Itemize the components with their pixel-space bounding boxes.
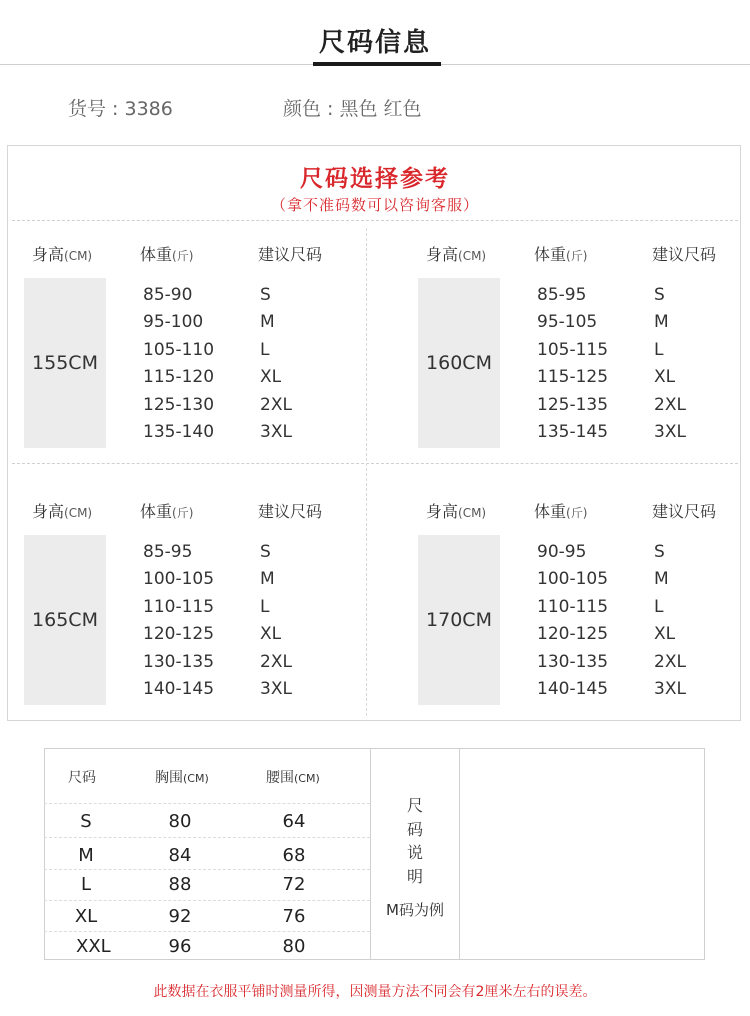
title-underline — [313, 62, 441, 66]
size-guide-title: 尺码选择参考 — [300, 166, 450, 192]
divider — [459, 748, 460, 960]
table-cell: XL — [74, 906, 98, 927]
size-guide-subtitle: （拿不准码数可以咨询客服） — [270, 196, 479, 214]
measurement-disclaimer: 此数据在衣服平铺时测量所得，因测量方法不同会有2厘米左右的误差。 — [153, 984, 597, 1000]
table-cell: 72 — [282, 874, 306, 895]
size-list: S M L XL 2XL 3XL — [654, 285, 686, 443]
size-header: 建议尺码 — [652, 502, 717, 521]
color-options: 颜色 : 黑色 红色 — [283, 98, 422, 120]
table-header-chest: 胸围(CM) — [155, 770, 209, 786]
page-title: 尺码信息 — [318, 28, 431, 58]
height-header: 身高(CM) — [426, 502, 487, 521]
table-header-waist: 腰围(CM) — [266, 770, 320, 786]
height-value: 170CM — [418, 535, 500, 705]
height-header: 身高(CM) — [32, 245, 93, 264]
divider — [44, 931, 370, 932]
table-cell: 92 — [168, 906, 192, 927]
weight-header: 体重(斤) — [534, 502, 588, 521]
item-number: 货号 : 3386 — [68, 98, 173, 120]
divider — [44, 803, 370, 804]
table-cell: 80 — [168, 811, 192, 832]
table-cell: 76 — [282, 906, 306, 927]
size-header: 建议尺码 — [258, 502, 323, 521]
weight-header: 体重(斤) — [534, 245, 588, 264]
divider — [366, 228, 367, 716]
size-list: S M L XL 2XL 3XL — [260, 542, 292, 700]
table-cell: L — [80, 874, 92, 895]
height-value: 160CM — [418, 278, 500, 448]
height-header: 身高(CM) — [426, 245, 487, 264]
size-note-label: 尺 码 说 明 — [406, 796, 423, 886]
weight-list: 85-90 95-100 105-110 115-120 125-130 135-140 — [143, 285, 215, 443]
table-cell: XXL — [76, 936, 111, 957]
divider — [12, 220, 738, 221]
table-cell: M — [78, 845, 94, 866]
table-cell: 68 — [282, 845, 306, 866]
height-value: 165CM — [24, 535, 106, 705]
divider — [44, 869, 370, 870]
table-cell: 88 — [168, 874, 192, 895]
size-header: 建议尺码 — [652, 245, 717, 264]
weight-list: 90-95 100-105 110-115 120-125 130-135 140-145 — [537, 542, 609, 700]
height-value: 155CM — [24, 278, 106, 448]
size-list: S M L XL 2XL 3XL — [260, 285, 292, 443]
divider — [12, 463, 738, 464]
size-list: S M L XL 2XL 3XL — [654, 542, 686, 700]
weight-list: 85-95 95-105 105-115 115-125 125-135 135-145 — [537, 285, 609, 443]
table-cell: 96 — [168, 936, 192, 957]
weight-header: 体重(斤) — [140, 502, 194, 521]
table-cell: S — [80, 811, 92, 832]
table-cell: 84 — [168, 845, 192, 866]
table-header-size: 尺码 — [68, 770, 96, 786]
divider — [44, 837, 370, 838]
table-cell: 64 — [282, 811, 306, 832]
weight-header: 体重(斤) — [140, 245, 194, 264]
divider — [44, 900, 370, 901]
height-header: 身高(CM) — [32, 502, 93, 521]
size-note-example: M码为例 — [386, 901, 444, 919]
table-cell: 80 — [282, 936, 306, 957]
size-guide-panel — [7, 145, 741, 721]
weight-list: 85-95 100-105 110-115 120-125 130-135 140-145 — [143, 542, 215, 700]
size-header: 建议尺码 — [258, 245, 323, 264]
